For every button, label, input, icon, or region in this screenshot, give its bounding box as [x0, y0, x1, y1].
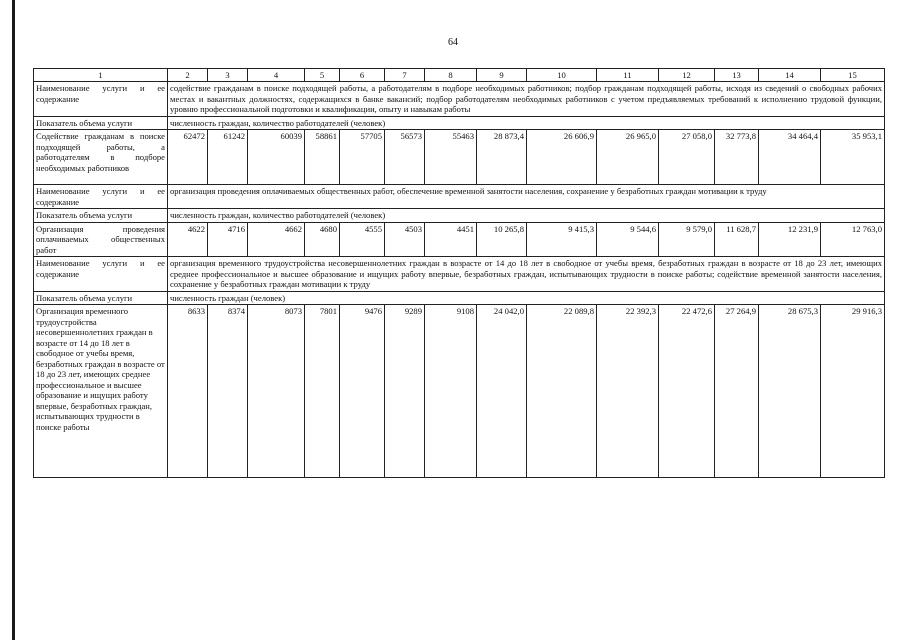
data-row — [34, 305, 885, 478]
data-row-label: Организация временного трудоустройства несовершеннолетних граждан в возрасте от 14 до 18 лет в свободное от учебы время, безработных граждан в возрасте от 18 до 23 лет, имеющих среднее профессиональное и высшее образование и ищущих работу впервые, безработных граждан, испытывающих трудности в поиске работы — [34, 305, 168, 478]
volume-indicator-row — [34, 291, 885, 305]
column-header: 9 — [477, 69, 527, 82]
value-cell: 8073 — [248, 305, 305, 478]
column-header: 13 — [715, 69, 759, 82]
value-cell: 9 579,0 — [659, 222, 715, 257]
service-label: Наименование услуги и ее содержание — [34, 82, 168, 117]
service-label: Наименование услуги и ее содержание — [34, 257, 168, 292]
column-header: 1 — [34, 69, 168, 82]
value-cell: 61242 — [208, 130, 248, 185]
service-description: организация временного трудоустройства несовершеннолетних граждан в возрасте от 14 до 18 лет в свободное от учебы время, безработных граждан в возрасте от 18 до 23 лет, имеющих среднее профессиональное и высшее образование и ищущих работу впервые, безработных граждан, испытывающих трудности в поиске работы; содействие временной занятости населения, сохранение у безработных граждан мотивации к труду — [168, 257, 885, 292]
value-cell: 4451 — [425, 222, 477, 257]
column-header: 15 — [821, 69, 885, 82]
value-cell: 32 773,8 — [715, 130, 759, 185]
data-row-label: Содействие гражданам в поиске подходящей работы, а работодателям в подборе необходимых работников — [34, 130, 168, 185]
value-cell: 26 606,9 — [527, 130, 597, 185]
value-cell: 4680 — [305, 222, 340, 257]
data-row — [34, 222, 885, 257]
value-cell: 11 628,7 — [715, 222, 759, 257]
service-description-row — [34, 257, 885, 292]
value-cell: 12 231,9 — [759, 222, 821, 257]
value-cell: 22 089,8 — [527, 305, 597, 478]
value-cell: 35 953,1 — [821, 130, 885, 185]
value-cell: 28 873,4 — [477, 130, 527, 185]
column-header: 2 — [168, 69, 208, 82]
value-cell: 60039 — [248, 130, 305, 185]
value-cell: 4716 — [208, 222, 248, 257]
value-cell: 8633 — [168, 305, 208, 478]
value-cell: 7801 — [305, 305, 340, 478]
column-header: 3 — [208, 69, 248, 82]
indicator-label: Показатель объема услуги — [34, 116, 168, 130]
service-description-row — [34, 82, 885, 117]
value-cell: 58861 — [305, 130, 340, 185]
value-cell: 57705 — [340, 130, 385, 185]
indicator-label: Показатель объема услуги — [34, 209, 168, 223]
volume-indicator-row — [34, 209, 885, 223]
page-left-edge — [12, 0, 15, 640]
value-cell: 22 472,6 — [659, 305, 715, 478]
page-number: 64 — [448, 37, 458, 48]
column-header: 14 — [759, 69, 821, 82]
value-cell: 9476 — [340, 305, 385, 478]
column-header: 11 — [597, 69, 659, 82]
value-cell: 26 965,0 — [597, 130, 659, 185]
indicator-description: численность граждан (человек) — [168, 291, 885, 305]
value-cell: 56573 — [385, 130, 425, 185]
value-cell: 29 916,3 — [821, 305, 885, 478]
value-cell: 9 415,3 — [527, 222, 597, 257]
budget-table — [33, 68, 885, 478]
column-header: 6 — [340, 69, 385, 82]
service-description-row — [34, 185, 885, 209]
value-cell: 4555 — [340, 222, 385, 257]
service-description: содействие гражданам в поиске подходящей работы, а работодателям в подборе необходимых работников; подбор гражданам подходящей работы, исходя из сведений о свободных рабочих местах и вакантных должностях, содержащихся в банке вакансий; подбор работодателям необходимых работников с учетом предъявляемых требований к исполнению трудовой функции, уровню профессиональной подготовки и квалификации, опыту и навыкам работы — [168, 82, 885, 117]
column-header: 10 — [527, 69, 597, 82]
column-header: 4 — [248, 69, 305, 82]
value-cell: 4662 — [248, 222, 305, 257]
column-header: 8 — [425, 69, 477, 82]
value-cell: 62472 — [168, 130, 208, 185]
service-label: Наименование услуги и ее содержание — [34, 185, 168, 209]
value-cell: 9108 — [425, 305, 477, 478]
value-cell: 28 675,3 — [759, 305, 821, 478]
value-cell: 55463 — [425, 130, 477, 185]
column-header-row — [34, 69, 885, 82]
value-cell: 4503 — [385, 222, 425, 257]
value-cell: 27 058,0 — [659, 130, 715, 185]
value-cell: 27 264,9 — [715, 305, 759, 478]
indicator-description: численность граждан, количество работодателей (человек) — [168, 116, 885, 130]
indicator-description: численность граждан, количество работодателей (человек) — [168, 209, 885, 223]
indicator-label: Показатель объема услуги — [34, 291, 168, 305]
value-cell: 10 265,8 — [477, 222, 527, 257]
value-cell: 24 042,0 — [477, 305, 527, 478]
volume-indicator-row — [34, 116, 885, 130]
value-cell: 4622 — [168, 222, 208, 257]
value-cell: 12 763,0 — [821, 222, 885, 257]
value-cell: 8374 — [208, 305, 248, 478]
service-description: организация проведения оплачиваемых общественных работ, обеспечение временной занятости населения, сохранение у безработных граждан мотивации к труду — [168, 185, 885, 209]
data-row — [34, 130, 885, 185]
column-header: 7 — [385, 69, 425, 82]
value-cell: 34 464,4 — [759, 130, 821, 185]
value-cell: 9 544,6 — [597, 222, 659, 257]
column-header: 12 — [659, 69, 715, 82]
column-header: 5 — [305, 69, 340, 82]
value-cell: 22 392,3 — [597, 305, 659, 478]
value-cell: 9289 — [385, 305, 425, 478]
data-row-label: Организация проведения оплачиваемых общественных работ — [34, 222, 168, 257]
